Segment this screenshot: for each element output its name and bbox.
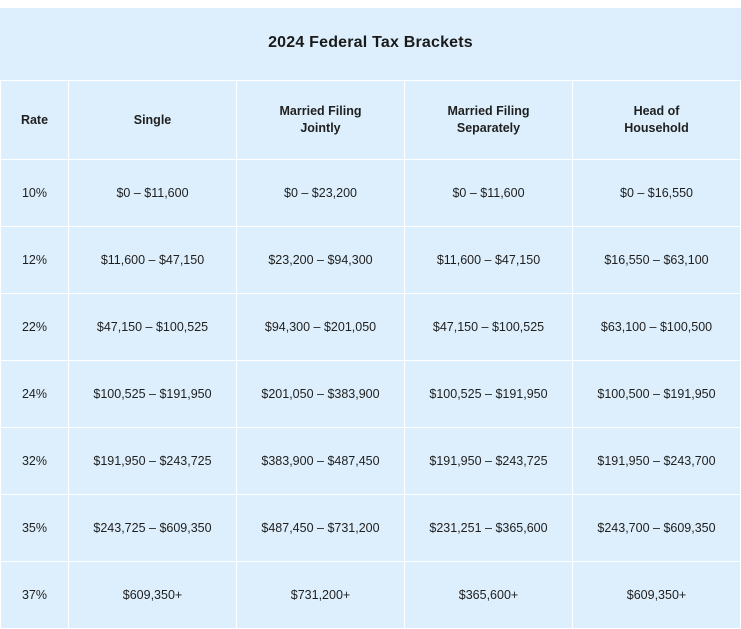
cell-married-separately: $47,150 – $100,525 <box>405 294 573 361</box>
table-header <box>1 81 741 160</box>
cell-rate: 22% <box>1 294 69 361</box>
table-row <box>1 160 741 227</box>
cell-single: $191,950 – $243,725 <box>69 428 237 495</box>
column-header-single: Single <box>69 81 237 160</box>
cell-head-of-household: $0 – $16,550 <box>573 160 741 227</box>
column-header-rate: Rate <box>1 81 69 160</box>
column-header-married-filing-jointly-line1: Married Filing <box>279 104 362 119</box>
cell-married-jointly: $383,900 – $487,450 <box>237 428 405 495</box>
table-row <box>1 294 741 361</box>
cell-married-jointly: $731,200+ <box>237 562 405 629</box>
table-header-row <box>1 81 741 160</box>
table-row <box>1 227 741 294</box>
cell-married-separately: $191,950 – $243,725 <box>405 428 573 495</box>
column-header-married-filing-separately <box>405 81 573 160</box>
cell-head-of-household: $191,950 – $243,700 <box>573 428 741 495</box>
cell-married-jointly: $201,050 – $383,900 <box>237 361 405 428</box>
column-header-head-of-household <box>573 81 741 160</box>
cell-married-jointly: $487,450 – $731,200 <box>237 495 405 562</box>
cell-married-separately: $231,251 – $365,600 <box>405 495 573 562</box>
column-header-married-filing-separately-line1: Married Filing <box>447 104 530 119</box>
page-title: 2024 Federal Tax Brackets <box>0 8 741 80</box>
cell-married-separately: $100,525 – $191,950 <box>405 361 573 428</box>
column-header-head-of-household-line2: Household <box>624 121 689 135</box>
cell-head-of-household: $16,550 – $63,100 <box>573 227 741 294</box>
cell-single: $47,150 – $100,525 <box>69 294 237 361</box>
column-header-married-filing-jointly <box>237 81 405 160</box>
table-row <box>1 428 741 495</box>
cell-married-separately: $11,600 – $47,150 <box>405 227 573 294</box>
tax-brackets-table <box>0 8 741 629</box>
column-header-head-of-household-line1: Head of <box>633 104 680 119</box>
table-row <box>1 562 741 629</box>
cell-head-of-household: $100,500 – $191,950 <box>573 361 741 428</box>
cell-rate: 12% <box>1 227 69 294</box>
cell-married-separately: $0 – $11,600 <box>405 160 573 227</box>
cell-rate: 32% <box>1 428 69 495</box>
cell-rate: 35% <box>1 495 69 562</box>
tax-brackets-table-container <box>0 8 740 629</box>
cell-head-of-household: $609,350+ <box>573 562 741 629</box>
column-header-married-filing-jointly-line2: Jointly <box>300 121 341 135</box>
cell-rate: 24% <box>1 361 69 428</box>
cell-rate: 10% <box>1 160 69 227</box>
cell-single: $100,525 – $191,950 <box>69 361 237 428</box>
table-body <box>1 160 741 629</box>
table-row <box>1 361 741 428</box>
cell-single: $11,600 – $47,150 <box>69 227 237 294</box>
column-header-married-filing-separately-line2: Separately <box>456 121 521 135</box>
cell-head-of-household: $63,100 – $100,500 <box>573 294 741 361</box>
cell-single: $243,725 – $609,350 <box>69 495 237 562</box>
cell-head-of-household: $243,700 – $609,350 <box>573 495 741 562</box>
cell-single: $609,350+ <box>69 562 237 629</box>
cell-married-jointly: $0 – $23,200 <box>237 160 405 227</box>
table-row <box>1 495 741 562</box>
cell-married-separately: $365,600+ <box>405 562 573 629</box>
cell-rate: 37% <box>1 562 69 629</box>
cell-single: $0 – $11,600 <box>69 160 237 227</box>
cell-married-jointly: $23,200 – $94,300 <box>237 227 405 294</box>
cell-married-jointly: $94,300 – $201,050 <box>237 294 405 361</box>
